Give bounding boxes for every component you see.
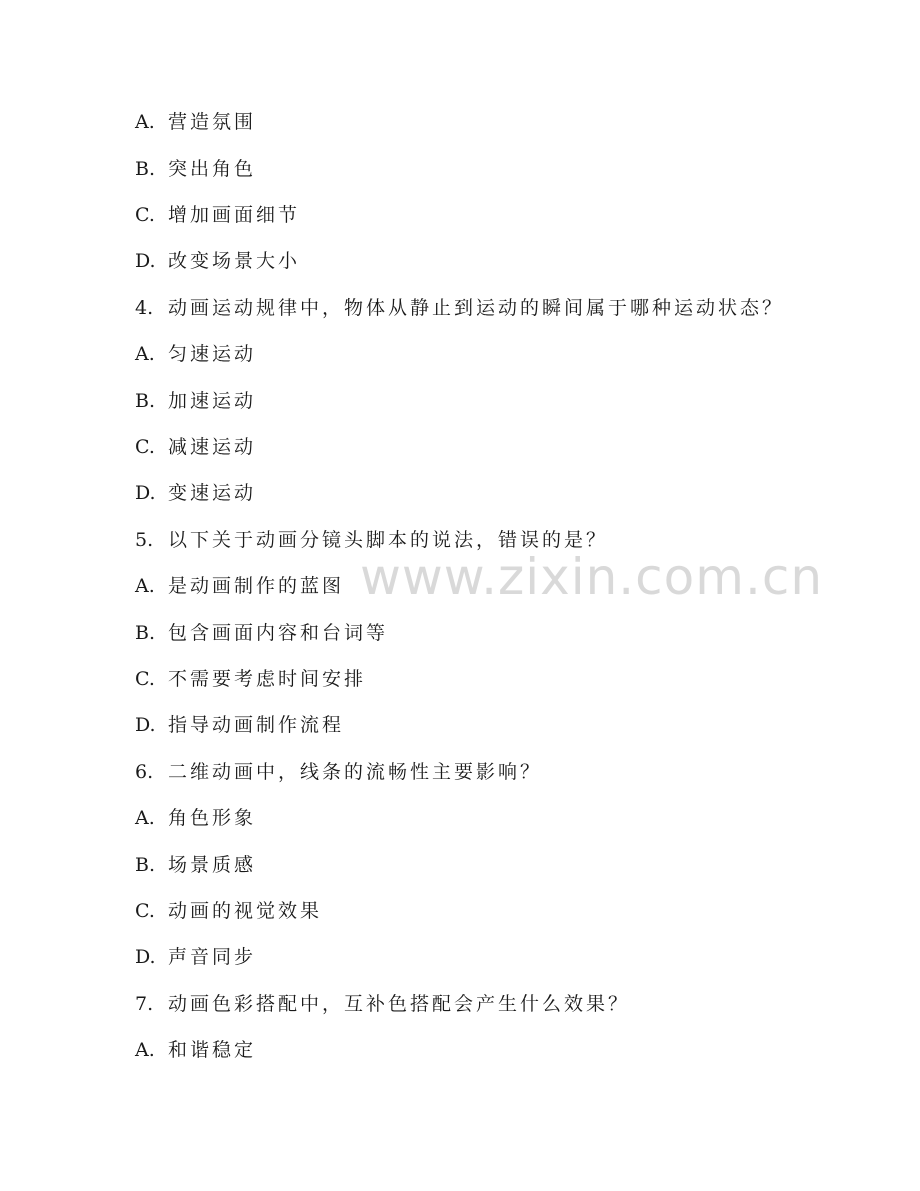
option-marker: B.: [135, 390, 156, 412]
option-text: 变速运动: [168, 482, 257, 504]
question-number: 4.: [135, 297, 154, 319]
option-line: [135, 1035, 256, 1065]
option-marker: A.: [135, 111, 155, 133]
option-marker: B.: [135, 158, 156, 180]
option-line: [135, 942, 256, 972]
option-line: [135, 154, 256, 184]
option-text: 加速运动: [168, 390, 257, 412]
option-marker: A.: [135, 1039, 155, 1061]
option-marker: D.: [135, 482, 156, 504]
option-marker: D.: [135, 250, 156, 272]
option-text: 是动画制作的蓝图: [168, 575, 345, 597]
option-marker: A.: [135, 807, 155, 829]
question-line: [135, 757, 542, 787]
option-marker: A.: [135, 575, 155, 597]
option-text: 营造氛围: [168, 111, 257, 133]
option-line: [135, 571, 344, 601]
option-text: 动画的视觉效果: [168, 900, 323, 922]
question-text: 动画运动规律中，物体从静止到运动的瞬间属于哪种运动状态？: [168, 297, 785, 319]
question-number: 5.: [135, 529, 154, 551]
option-marker: B.: [135, 622, 156, 644]
option-text: 声音同步: [168, 946, 257, 968]
option-line: [135, 618, 388, 648]
question-text: 以下关于动画分镜头脚本的说法，错误的是？: [168, 529, 609, 551]
option-text: 减速运动: [168, 436, 257, 458]
option-marker: C.: [135, 668, 155, 690]
option-line: [135, 710, 344, 740]
option-line: [135, 246, 300, 276]
option-line: [135, 386, 256, 416]
option-text: 匀速运动: [168, 343, 257, 365]
question-number: 6.: [135, 761, 154, 783]
option-marker: B.: [135, 854, 156, 876]
option-line: [135, 850, 256, 880]
option-line: [135, 339, 256, 369]
option-text: 不需要考虑时间安排: [168, 668, 367, 690]
option-marker: C.: [135, 436, 155, 458]
option-line: [135, 200, 300, 230]
option-marker: D.: [135, 946, 156, 968]
question-text: 二维动画中，线条的流畅性主要影响？: [168, 761, 543, 783]
option-text: 增加画面细节: [168, 204, 301, 226]
question-line: [135, 293, 784, 323]
option-text: 角色形象: [168, 807, 257, 829]
option-text: 改变场景大小: [168, 250, 301, 272]
question-line: [135, 989, 630, 1019]
question-text: 动画色彩搭配中，互补色搭配会产生什么效果？: [168, 993, 631, 1015]
watermark: www.zixin.com.cn: [360, 548, 824, 606]
question-number: 7.: [135, 993, 154, 1015]
option-line: [135, 432, 256, 462]
option-text: 包含画面内容和台词等: [168, 622, 389, 644]
option-line: [135, 478, 256, 508]
option-text: 指导动画制作流程: [168, 714, 345, 736]
option-line: [135, 803, 256, 833]
option-marker: C.: [135, 900, 155, 922]
option-text: 场景质感: [168, 854, 257, 876]
option-marker: C.: [135, 204, 155, 226]
option-text: 突出角色: [168, 158, 257, 180]
question-line: [135, 525, 608, 555]
option-line: [135, 107, 256, 137]
option-marker: A.: [135, 343, 155, 365]
option-marker: D.: [135, 714, 156, 736]
option-text: 和谐稳定: [168, 1039, 257, 1061]
option-line: [135, 896, 322, 926]
option-line: [135, 664, 366, 694]
